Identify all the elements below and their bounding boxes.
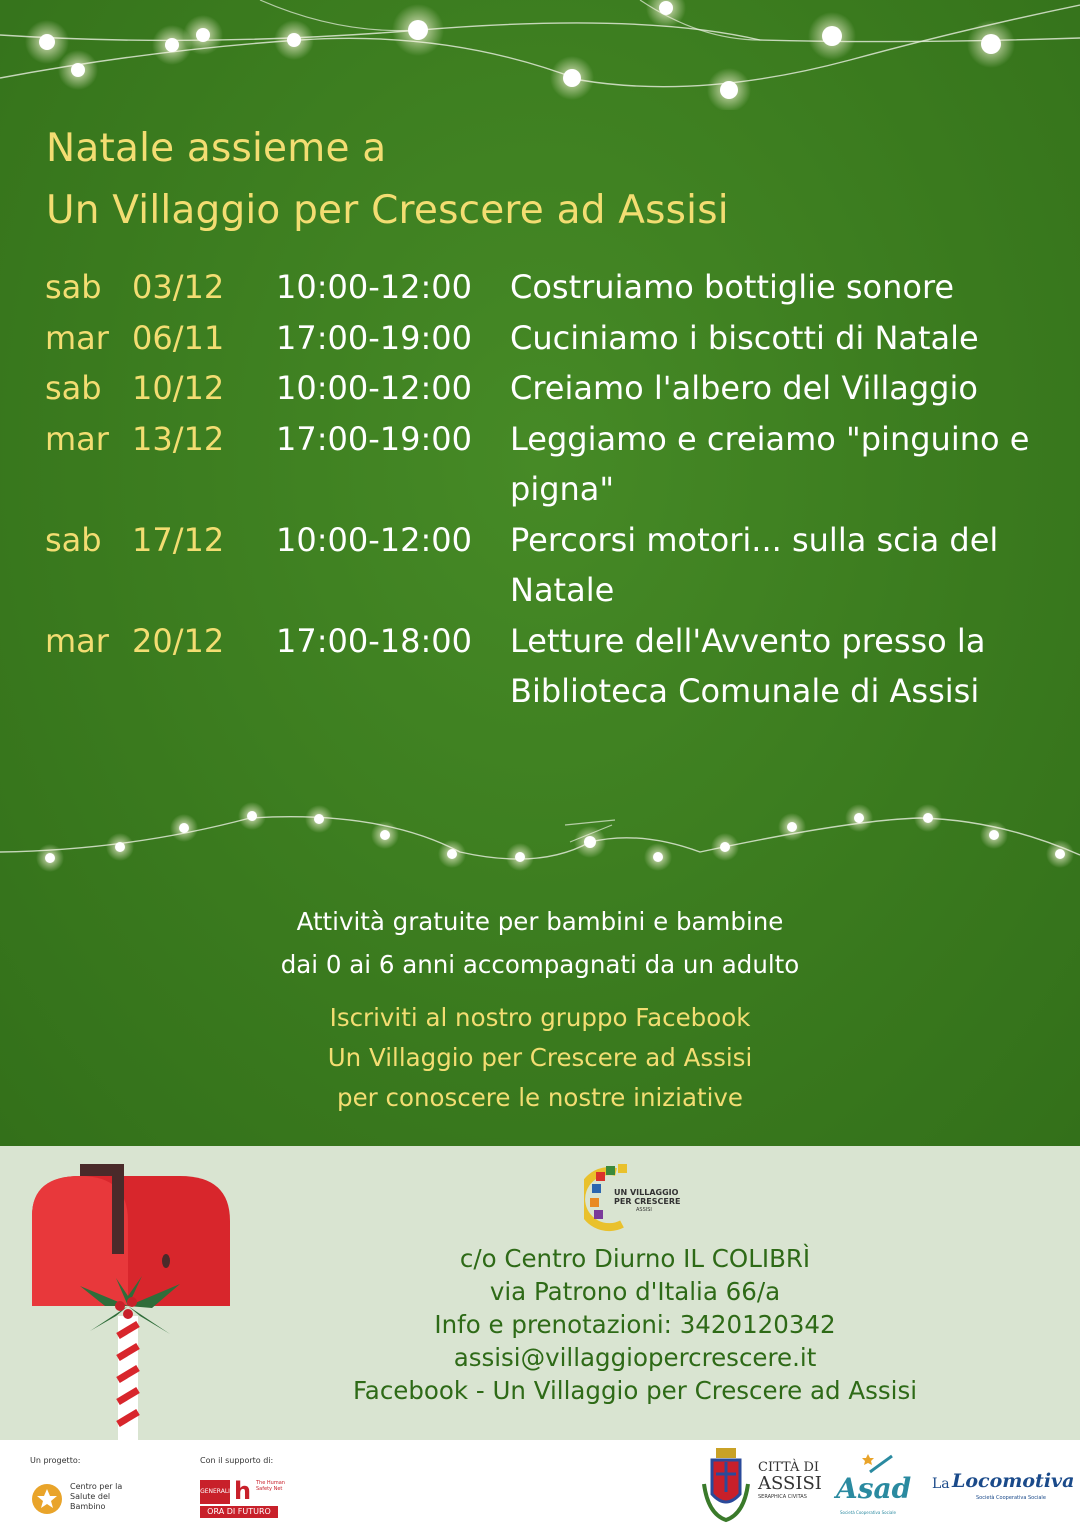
schedule-time: 10:00-12:00	[276, 520, 472, 559]
schedule-activity: Cuciniamo i biscotti di Natale	[510, 318, 979, 357]
schedule-row	[45, 313, 1045, 364]
schedule-activity: Leggiamo e creiamo "pinguino e pigna"	[510, 419, 1030, 508]
schedule-date: 13/12	[132, 419, 225, 458]
contact-phone: Info e prenotazioni: 3420120342	[434, 1310, 836, 1339]
villaggio-logo-line-1: UN VILLAGGIO	[614, 1188, 679, 1197]
schedule-date: 03/12	[132, 268, 225, 306]
schedule-date: 17/12	[132, 520, 225, 559]
schedule-time: 10:00-12:00	[276, 268, 472, 306]
contact-venue: c/o Centro Diurno IL COLIBRÌ	[459, 1244, 811, 1273]
assisi-coat-of-arms-icon	[698, 1444, 754, 1524]
schedule-row	[45, 262, 1045, 313]
citta-di-label: CITTÀ DI	[758, 1460, 820, 1475]
contact-facebook: Facebook - Un Villaggio per Crescere ad Assisi	[352, 1376, 918, 1405]
activity-notice	[0, 900, 1080, 986]
schedule-day: mar	[45, 621, 109, 660]
facebook-invite	[0, 998, 1080, 1118]
facebook-invite-line-2: Un Villaggio per Crescere ad Assisi	[327, 1043, 753, 1072]
centro-salute-icon	[30, 1482, 64, 1516]
footer-logos	[0, 1440, 1080, 1528]
citta-di-assisi-logo	[758, 1460, 822, 1502]
seraphica-civitas-label: SERAPHICA CIVITAS	[758, 1494, 807, 1500]
villaggio-logo-text	[614, 1188, 694, 1206]
schedule-activity: Costruiamo bottiglie sonore	[510, 268, 955, 306]
contact-address: via Patrono d'Italia 66/a	[489, 1277, 781, 1306]
generali-logo-text: GENERALI	[200, 1488, 230, 1495]
schedule-list	[45, 262, 1045, 717]
schedule-date: 06/11	[132, 318, 225, 357]
asad-name: Asad	[836, 1472, 912, 1505]
contact-email: assisi@villaggiopercrescere.it	[453, 1343, 817, 1372]
locomotiva-logo	[932, 1466, 1075, 1516]
mailbox-illustration	[20, 1156, 250, 1446]
schedule-row	[45, 363, 1045, 414]
notice-line-2: dai 0 ai 6 anni accompagnati da un adulto	[280, 950, 800, 979]
schedule-day: mar	[45, 318, 109, 357]
centro-salute-name: Centro per la Salute del Bambino	[70, 1482, 123, 1511]
title-line-1: Natale assieme a	[46, 126, 387, 171]
schedule-row	[45, 515, 1045, 616]
progetto-label: Un progetto:	[30, 1456, 81, 1465]
schedule-activity: Letture dell'Avvento presso la Biblioteca Comunale di Assisi	[510, 621, 986, 710]
schedule-day: sab	[45, 520, 102, 559]
schedule-activity: Percorsi motori... sulla scia del Natale	[510, 520, 999, 609]
contact-info	[300, 1242, 970, 1407]
title-line-2: Un Villaggio per Crescere ad Assisi	[46, 188, 729, 233]
facebook-invite-line-3: per conoscere le nostre iniziative	[337, 1083, 743, 1112]
asad-sub: Società Cooperativa Sociale	[840, 1510, 896, 1515]
assisi-label: ASSISI	[758, 1473, 822, 1494]
schedule-date: 10/12	[132, 369, 225, 407]
notice-line-1: Attività gratuite per bambini e bambine	[296, 907, 784, 936]
locomotiva-name: Locomotiva	[952, 1470, 1075, 1492]
schedule-activity: Creiamo l'albero del Villaggio	[510, 369, 978, 407]
poster-title	[46, 118, 729, 242]
villaggio-logo-sub: ASSISI	[636, 1207, 652, 1213]
schedule-row	[45, 616, 1045, 717]
generali-logo	[200, 1480, 230, 1504]
schedule-time: 17:00-18:00	[276, 621, 472, 660]
schedule-row	[45, 414, 1045, 515]
string-lights-top	[0, 0, 1080, 110]
villaggio-logo	[584, 1160, 694, 1232]
schedule-time: 17:00-19:00	[276, 419, 472, 458]
schedule-day: sab	[45, 369, 102, 407]
locomotiva-sub: Società Cooperativa Sociale	[976, 1495, 1046, 1501]
string-lights-middle	[0, 790, 1080, 880]
human-safety-net-logo: h	[234, 1477, 252, 1505]
schedule-day: mar	[45, 419, 109, 458]
facebook-invite-line-1: Iscriviti al nostro gruppo Facebook	[329, 1003, 751, 1032]
ora-di-futuro-text: ORA DI FUTURO	[207, 1507, 271, 1516]
schedule-time: 17:00-19:00	[276, 318, 472, 357]
ora-di-futuro-badge	[200, 1506, 278, 1518]
schedule-date: 20/12	[132, 621, 225, 660]
villaggio-logo-line-2: PER CRESCERE	[614, 1197, 681, 1206]
asad-logo	[836, 1452, 916, 1522]
human-safety-net-text: The Human Safety Net	[256, 1480, 285, 1492]
supporto-label: Con il supporto di:	[200, 1456, 274, 1465]
locomotiva-la: La	[932, 1476, 950, 1492]
schedule-time: 10:00-12:00	[276, 369, 472, 407]
schedule-day: sab	[45, 268, 102, 306]
